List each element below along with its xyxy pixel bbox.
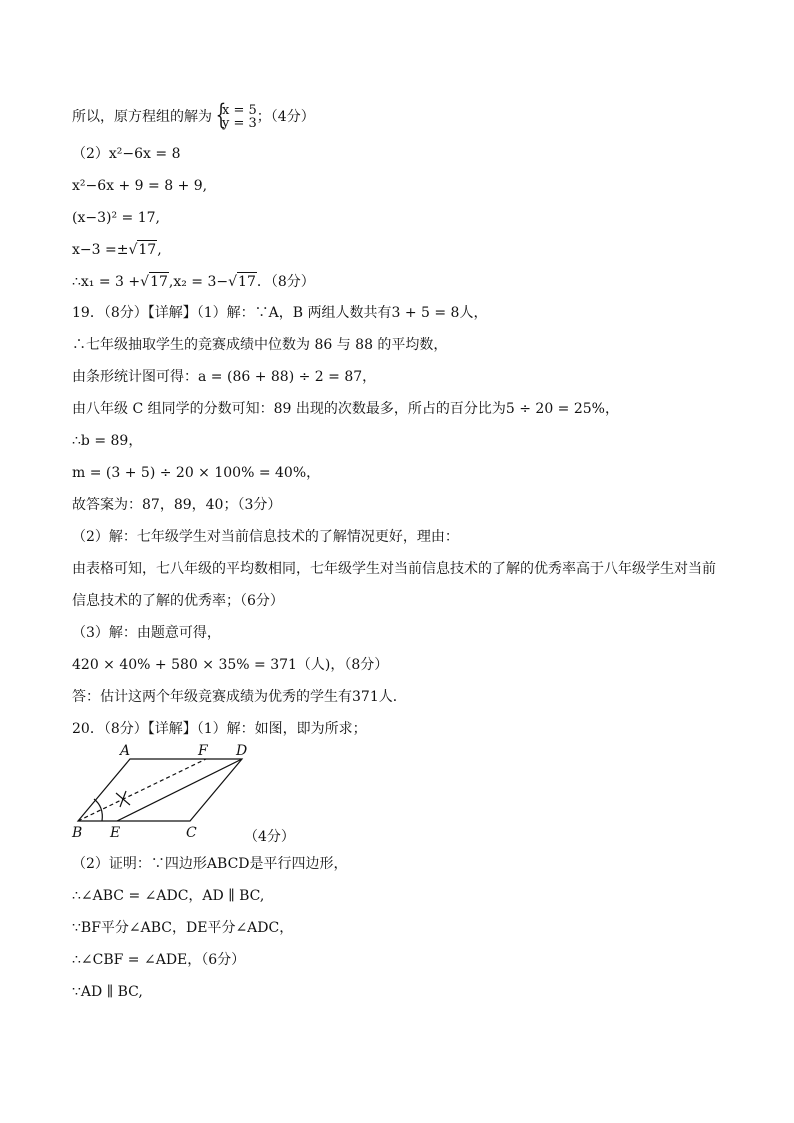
- line-6-mid: ,x₂ = 3−: [168, 274, 229, 290]
- label-a: A: [120, 743, 131, 759]
- line-calc: 420 × 40% + 580 × 35% = 371（人)，（8分）: [72, 657, 389, 673]
- radicand: 17: [138, 242, 157, 258]
- line-3: x²−6x + 9 = 8 + 9,: [72, 178, 208, 194]
- line-bisectors: ∵BF平分∠ABC，DE平分∠ADC，: [72, 920, 294, 936]
- line-reason-1: 由表格可知，七八年级的平均数相同，七年级学生对当前信息技术的了解的优秀率高于八年级学生对当前: [72, 561, 716, 577]
- label-e: E: [110, 825, 121, 841]
- label-b: B: [72, 825, 83, 841]
- sqrt-17-c: √17: [228, 274, 256, 290]
- line-part-3: （3）解：由题意可得，: [72, 625, 221, 641]
- line-a-value: 由条形统计图可得：a = (86 + 88) ÷ 2 = 87，: [72, 369, 377, 385]
- line-6: [72, 272, 315, 291]
- system-row-y: y = 3: [222, 116, 257, 131]
- line-answer-1: 故答案为：87，89，40；（3分）: [72, 497, 282, 513]
- line-m-value: m = (3 + 5) ÷ 20 × 100% = 40%，: [72, 465, 321, 481]
- label-f: F: [198, 743, 208, 759]
- line-angles-equal: ∴∠ABC = ∠ADC，AD ∥ BC,: [72, 888, 265, 904]
- parallelogram-abcd: [78, 759, 242, 821]
- label-d: D: [236, 743, 248, 759]
- line-proof-start: （2）证明：∵四边形ABCD是平行四边形，: [72, 856, 348, 872]
- q20-heading: 20．（8分）【详解】（1）解：如图，即为所求；: [72, 721, 367, 737]
- radicand: 17: [150, 274, 168, 290]
- cross-mark-2: [120, 791, 126, 807]
- parallelogram-figure: [70, 741, 310, 841]
- line-5: [72, 240, 162, 259]
- equation-system: [214, 98, 257, 131]
- radicand: 17: [238, 274, 256, 290]
- line-5-prefix: x−3 =±: [72, 242, 129, 258]
- line-5-suffix: ,: [157, 242, 162, 258]
- line-b-value: ∴b = 89，: [72, 433, 143, 449]
- sqrt-17-b: √17: [140, 274, 168, 290]
- figure-score: （4分）: [244, 829, 295, 845]
- label-c: C: [186, 825, 197, 841]
- arc-mark: [94, 799, 102, 821]
- text-score-4: ；（4分）: [256, 109, 315, 125]
- solution-line-1: [72, 98, 315, 131]
- q19-heading: 19．（8分）【详解】（1）解：∵A，B 两组人数共有3 + 5 = 8人，: [72, 305, 488, 321]
- line-part-2: （2）解：七年级学生对当前信息技术的了解情况更好，理由：: [72, 529, 459, 545]
- line-answer-2: 答：估计这两个年级竞赛成绩为优秀的学生有371人．: [72, 689, 407, 705]
- segment-bf: [78, 759, 206, 821]
- line-4: (x−3)² = 17,: [72, 210, 160, 226]
- sqrt-17-a: √17: [128, 242, 157, 258]
- line-2: （2）x²−6x = 8: [72, 146, 181, 162]
- line-percentage: 由八年级 C 组同学的分数可知：89 出现的次数最多，所占的百分比为5 ÷ 20 = 25%，: [72, 401, 619, 417]
- segment-de: [117, 759, 242, 821]
- text-solution-prefix: 所以，原方程组的解为: [72, 109, 212, 125]
- line-cbf-ade: ∴∠CBF = ∠ADE，（6分）: [72, 952, 246, 968]
- line-median: ∴七年级抽取学生的竞赛成绩中位数为 86 与 88 的平均数，: [72, 337, 448, 353]
- brace-icon: {: [215, 98, 227, 131]
- line-ad-parallel: ∵AD ∥ BC,: [72, 984, 143, 1000]
- line-reason-2: 信息技术的了解的优秀率；（6分）: [72, 593, 284, 609]
- line-6-prefix: ∴x₁ = 3 +: [72, 274, 141, 290]
- system-row-x: x = 5: [222, 103, 257, 118]
- line-6-suffix: ．（8分）: [256, 274, 315, 290]
